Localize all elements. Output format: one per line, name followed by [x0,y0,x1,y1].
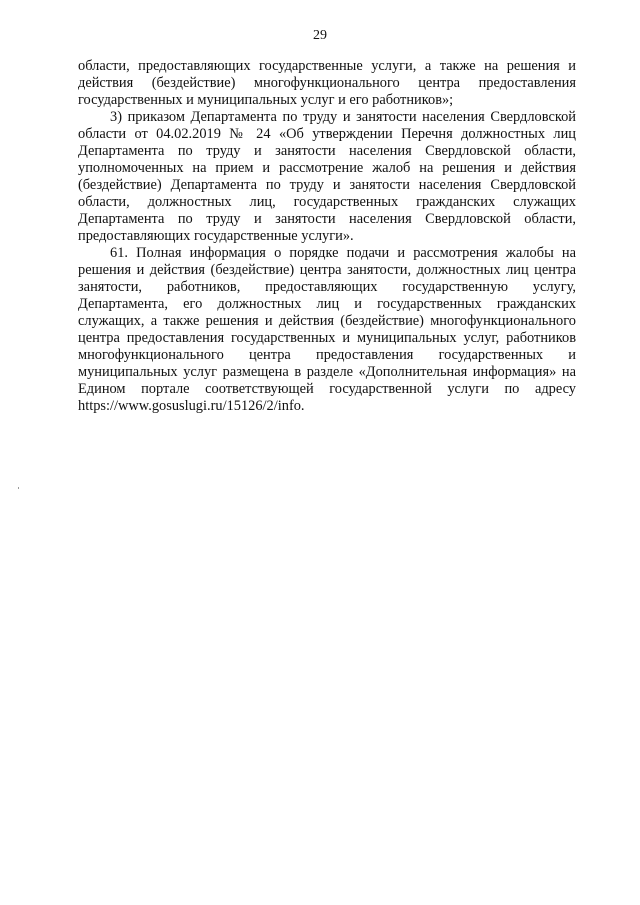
paragraph-61: 61. Полная информация о порядке подачи и рассмотрения жалобы на решения и действия (бездействие) центра занятости, должностных лиц центра занятости, работников, предоставляющих государственную услугу, Департамента, его должностных лиц и государственных гражданских служащих, а также решения и действия (бездействие) многофункционального центра предоставления государственных и муниципальных услуг, работников многофункционального центра предоставления государственных и муниципальных услуг размещена в разделе «Дополнительная информация» на Едином портале соответствующей государственной услуги по адресу https://www.gosuslugi.ru/15126/2/info. [78,245,576,414]
paragraph-item-3: 3) приказом Департамента по труду и занятости населения Свердловской области от 04.02.2019 № 24 «Об утверждении Перечня должностных лиц Департамента по труду и занятости населения Свердловской области, уполномоченных на прием и рассмотрение жалоб на решения и действия (бездействие) Департамента по труду и занятости населения Свердловской области, должностных лиц, государственных гражданских служащих Департамента по труду и занятости населения Свердловской области, предоставляющих государственные услуги». [78,109,576,244]
document-body [78,58,576,415]
paragraph-continuation: области, предоставляющих государственные услуги, а также на решения и действия (бездействие) многофункционального центра предоставления государственных и муниципальных услуг и его работников»; [78,58,576,108]
page-number: 29 [313,28,327,43]
margin-mark [18,487,19,489]
